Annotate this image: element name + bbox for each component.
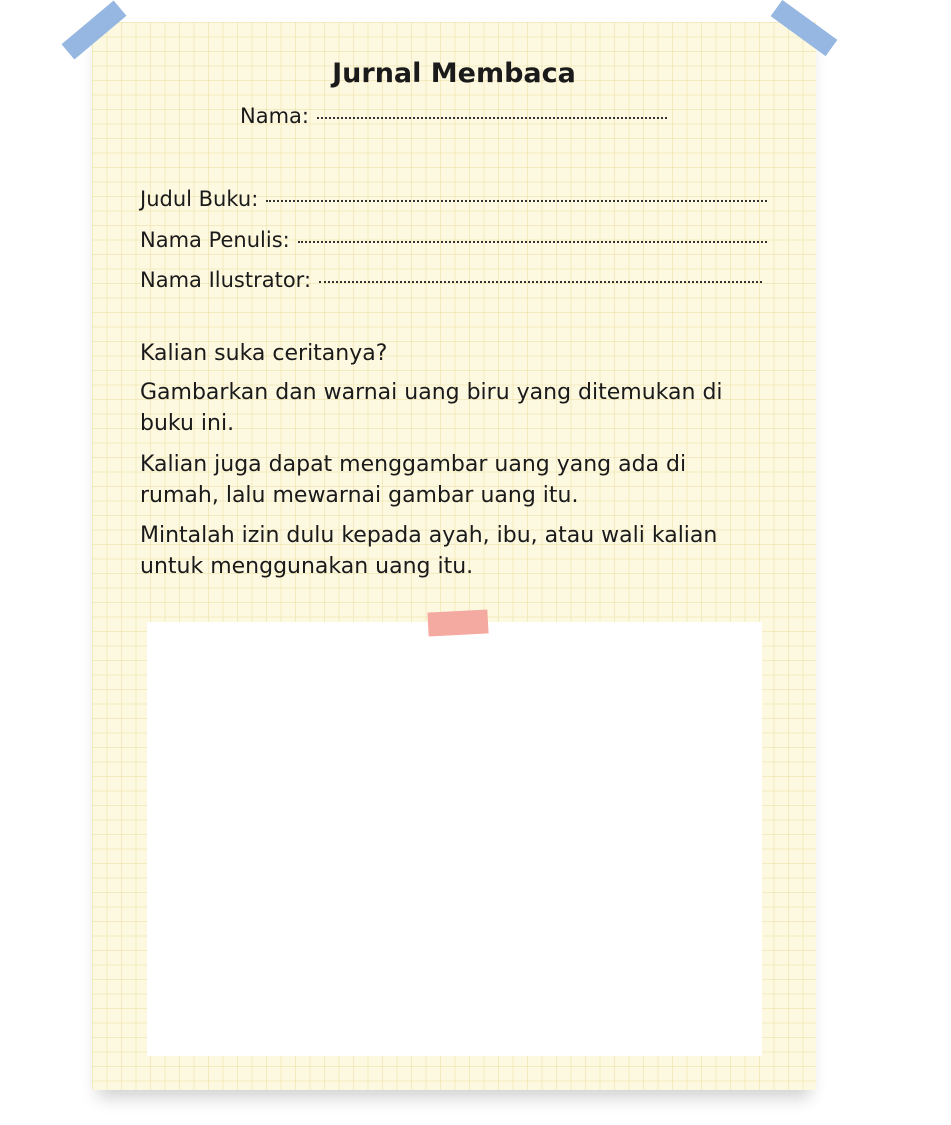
draw-instruction-text: Gambarkan dan warnai uang biru yang ditemukan di buku ini. (140, 380, 723, 436)
illustrator-dotted-line[interactable] (319, 281, 762, 283)
name-field[interactable] (240, 104, 667, 128)
book-title-dotted-line[interactable] (266, 200, 767, 202)
illustrator-label: Nama Ilustrator: (140, 268, 312, 292)
author-dotted-line[interactable] (298, 241, 767, 243)
book-title-field[interactable] (140, 187, 767, 211)
author-field[interactable] (140, 228, 767, 252)
tape-pink (427, 609, 488, 636)
page-title: Jurnal Membaca (332, 58, 576, 89)
extra-instruction-text: Kalian juga dapat menggambar uang yang ada di rumah, lalu mewarnai gambar uang itu. (140, 452, 687, 508)
question-text: Kalian suka ceritanya? (140, 341, 388, 366)
name-label: Nama: (240, 104, 309, 128)
author-label: Nama Penulis: (140, 228, 290, 252)
drawing-area[interactable] (147, 622, 762, 1056)
name-dotted-line[interactable] (317, 117, 667, 119)
permission-note-text: Mintalah izin dulu kepada ayah, ibu, atau wali kalian untuk menggunakan uang itu. (140, 523, 718, 579)
book-title-label: Judul Buku: (140, 187, 259, 211)
illustrator-field[interactable] (140, 268, 762, 292)
